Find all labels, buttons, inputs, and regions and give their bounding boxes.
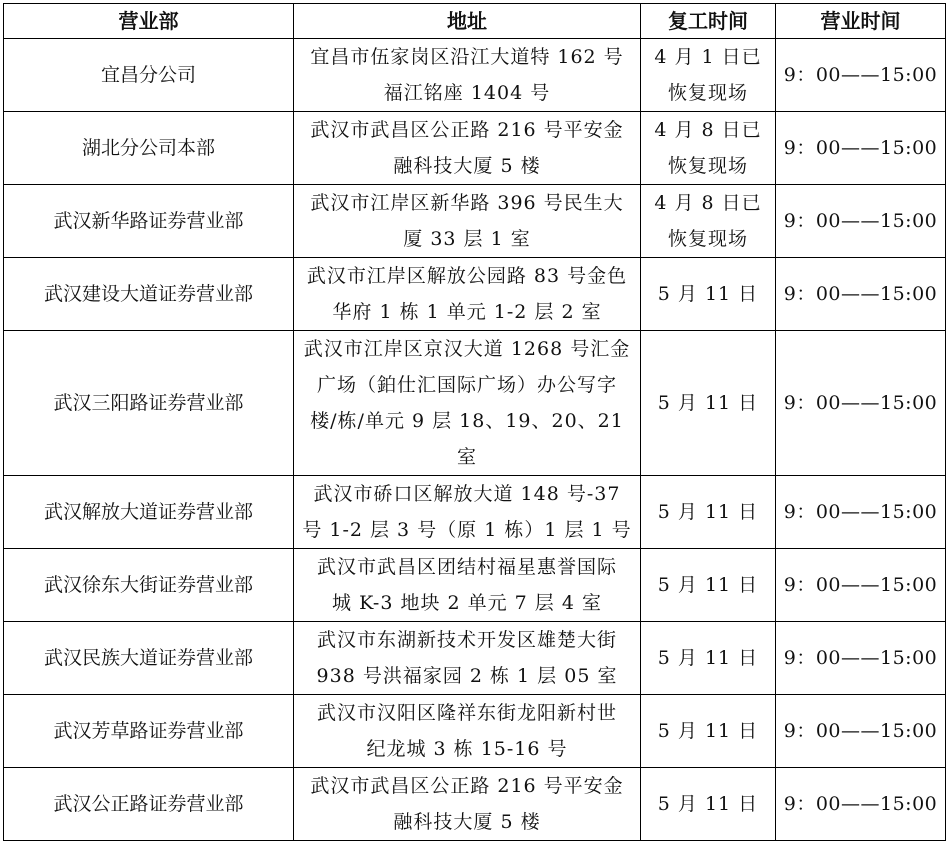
resume-date: 5 月 11 日 (641, 476, 776, 549)
table-row (4, 331, 946, 476)
branch-address: 武汉市汉阳区隆祥东街龙阳新村世 纪龙城 3 栋 15-16 号 (294, 695, 641, 768)
branch-table (3, 3, 946, 841)
business-hours: 9：00——15:00 (776, 39, 946, 112)
header-branch: 营业部 (4, 4, 294, 39)
business-hours: 9：00——15:00 (776, 185, 946, 258)
branch-name: 武汉徐东大街证券营业部 (4, 549, 294, 622)
table-row (4, 549, 946, 622)
table-row (4, 39, 946, 112)
business-hours: 9：00——15:00 (776, 549, 946, 622)
business-hours: 9：00——15:00 (776, 622, 946, 695)
table-row (4, 112, 946, 185)
branch-address: 武汉市硚口区解放大道 148 号-37 号 1-2 层 3 号（原 1 栋）1 层 1 号 (294, 476, 641, 549)
business-hours: 9：00——15:00 (776, 331, 946, 476)
resume-date: 4 月 8 日已 恢复现场 (641, 185, 776, 258)
branch-name: 武汉民族大道证券营业部 (4, 622, 294, 695)
branch-address: 武汉市武昌区团结村福星惠誉国际 城 K-3 地块 2 单元 7 层 4 室 (294, 549, 641, 622)
branch-address: 武汉市东湖新技术开发区雄楚大街 938 号洪福家园 2 栋 1 层 05 室 (294, 622, 641, 695)
business-hours: 9：00——15:00 (776, 768, 946, 841)
header-resume-date: 复工时间 (641, 4, 776, 39)
branch-address: 武汉市江岸区京汉大道 1268 号汇金 广场（鉑仕汇国际广场）办公写字 楼/栋/单元 9 层 18、19、20、21 室 (294, 331, 641, 476)
branch-name: 武汉新华路证券营业部 (4, 185, 294, 258)
table-row (4, 476, 946, 549)
resume-date: 5 月 11 日 (641, 695, 776, 768)
resume-date: 5 月 11 日 (641, 768, 776, 841)
branch-name: 湖北分公司本部 (4, 112, 294, 185)
resume-date: 4 月 1 日已 恢复现场 (641, 39, 776, 112)
branch-name: 武汉芳草路证券营业部 (4, 695, 294, 768)
resume-date: 5 月 11 日 (641, 622, 776, 695)
business-hours: 9：00——15:00 (776, 112, 946, 185)
table-row (4, 185, 946, 258)
branch-address: 宜昌市伍家岗区沿江大道特 162 号 福江铭座 1404 号 (294, 39, 641, 112)
branch-name: 武汉解放大道证券营业部 (4, 476, 294, 549)
table-row (4, 695, 946, 768)
branch-address: 武汉市武昌区公正路 216 号平安金 融科技大厦 5 楼 (294, 768, 641, 841)
business-hours: 9：00——15:00 (776, 476, 946, 549)
table-row (4, 768, 946, 841)
resume-date: 4 月 8 日已 恢复现场 (641, 112, 776, 185)
resume-date: 5 月 11 日 (641, 258, 776, 331)
table-row (4, 622, 946, 695)
table-row (4, 258, 946, 331)
resume-date: 5 月 11 日 (641, 331, 776, 476)
business-hours: 9：00——15:00 (776, 258, 946, 331)
header-address: 地址 (294, 4, 641, 39)
resume-date: 5 月 11 日 (641, 549, 776, 622)
branch-name: 武汉公正路证券营业部 (4, 768, 294, 841)
branch-name: 武汉三阳路证券营业部 (4, 331, 294, 476)
header-business-hours: 营业时间 (776, 4, 946, 39)
branch-name: 宜昌分公司 (4, 39, 294, 112)
business-hours: 9：00——15:00 (776, 695, 946, 768)
branch-address: 武汉市武昌区公正路 216 号平安金 融科技大厦 5 楼 (294, 112, 641, 185)
branch-address: 武汉市江岸区新华路 396 号民生大 厦 33 层 1 室 (294, 185, 641, 258)
header-row (4, 4, 946, 39)
branch-name: 武汉建设大道证券营业部 (4, 258, 294, 331)
branch-address: 武汉市江岸区解放公园路 83 号金色 华府 1 栋 1 单元 1-2 层 2 室 (294, 258, 641, 331)
